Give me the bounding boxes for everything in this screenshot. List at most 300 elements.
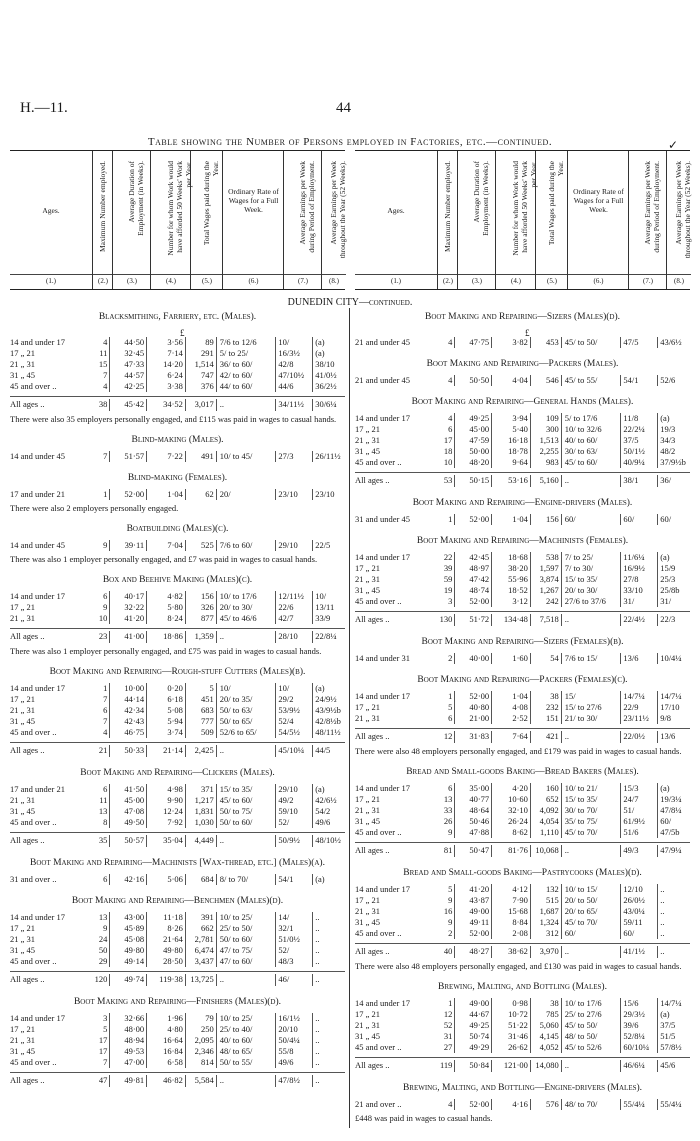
cell: 12: [436, 731, 455, 743]
cell: 10/ to 17/6: [217, 591, 277, 602]
cell: 40·80: [455, 702, 492, 713]
table-row: [355, 713, 690, 724]
cell: All ages ..: [10, 835, 45, 845]
table-row: [355, 435, 690, 446]
cell: 2: [436, 653, 455, 664]
cell: 4: [91, 727, 110, 738]
cell: 46/: [276, 974, 313, 986]
cell: 48/ to 50/: [562, 1031, 622, 1042]
cell: 21·64: [147, 934, 186, 945]
cell: 18·52: [492, 585, 531, 596]
cell: 1: [436, 514, 455, 525]
group-note: There were also 35 employers personally engaged, and £115 was paid in wages to casual hands.: [10, 414, 337, 424]
cell: 48·00: [110, 1024, 147, 1035]
cell: 47/ to 75/: [217, 945, 277, 956]
cell: 22/8¼: [315, 631, 337, 641]
cell: 10/: [276, 683, 313, 694]
cell: 60/: [660, 514, 672, 524]
cell: 312: [531, 928, 562, 939]
cell: 109: [531, 413, 562, 424]
cell: 31 „ 45: [10, 806, 36, 816]
cell: 35·04: [147, 835, 186, 847]
cell: 7/ to 30/: [562, 563, 622, 574]
cell: 7/6 to 12/6: [217, 337, 277, 348]
cell: 26/0½: [621, 895, 658, 906]
header-number: (3.): [127, 277, 137, 285]
cell: 41/1½: [621, 946, 658, 958]
cell: 16/3½: [276, 348, 313, 359]
cell: 49·25: [455, 1020, 492, 1031]
cell: 31 „ 45: [355, 1031, 381, 1041]
cell: 49/6: [276, 1057, 313, 1068]
cell: 684: [186, 874, 217, 885]
cell: 4: [436, 413, 455, 424]
cell: 2,781: [186, 934, 217, 945]
cell: 2: [436, 928, 455, 939]
cell: 17 „ 21: [10, 1024, 36, 1034]
cell: 47/5b: [660, 827, 680, 837]
cell: 46·75: [110, 727, 147, 738]
cell: 4,092: [531, 805, 562, 816]
group-title: Box and Beehive Making (Males)(c).: [102, 575, 253, 585]
cell: 17 „ 21: [10, 348, 36, 358]
cell: 13: [436, 794, 455, 805]
cell: 21 „ 31: [355, 713, 381, 723]
cell: 45/ to 70/: [562, 917, 622, 928]
header-number: (6.): [248, 277, 259, 285]
cell: 15/9: [660, 563, 676, 573]
cell: 7: [91, 370, 110, 381]
cell: 55/4¼: [660, 1099, 682, 1109]
cell: 60/: [562, 928, 622, 939]
cell: ..: [562, 731, 622, 743]
cell: 52/6 to 65/: [217, 727, 277, 738]
cell: 17/10: [660, 702, 680, 712]
cell: 89: [186, 337, 217, 348]
cell: 421: [531, 731, 562, 743]
industry-group: [355, 536, 690, 626]
table-row: [355, 424, 690, 435]
cell: 7·22: [147, 451, 186, 462]
cell: 18·68: [492, 552, 531, 563]
cell: 54/1: [621, 375, 658, 386]
table-row: [355, 1031, 690, 1042]
cell: 45 and over ..: [10, 727, 57, 737]
group-title: Boatbuilding (Males)(c).: [126, 524, 229, 534]
group-title: Bread and Small-goods Baking—Pastrycooks (Males)(d).: [403, 868, 642, 878]
cell: 10/: [276, 337, 313, 348]
cell: 55/8: [276, 1046, 313, 1057]
industry-group: [355, 498, 690, 525]
cell: 42/ to 60/: [217, 370, 277, 381]
header-number: (7.): [643, 277, 653, 285]
cell: 31 „ 45: [355, 816, 381, 826]
header-number: (8.): [674, 277, 684, 285]
table-row: [355, 574, 690, 585]
cell: 291: [186, 348, 217, 359]
table-row: [10, 381, 345, 392]
cell: 31: [436, 1031, 455, 1042]
cell: 15/: [562, 691, 622, 702]
cell: 1,359: [186, 631, 217, 643]
cell: 50: [91, 945, 110, 956]
cell: 814: [186, 1057, 217, 1068]
header-label: Number for whom Work would have afforded 50 Weeks' Work per Year.: [511, 161, 538, 256]
right-header-col-6: [567, 151, 629, 289]
industry-group: [355, 312, 690, 348]
industry-group: [10, 473, 345, 513]
cell: 26/11½: [315, 451, 341, 461]
cell: 46/6¼: [621, 1060, 658, 1072]
table-row: [10, 817, 345, 828]
table-row: [355, 794, 690, 805]
cell: 52·00: [455, 928, 492, 939]
cell: 1: [91, 683, 110, 694]
cell: 5·08: [147, 705, 186, 716]
cell: 24: [91, 934, 110, 945]
cell: 21 „ 31: [10, 934, 36, 944]
cell: 21 „ 31: [355, 574, 381, 584]
cell: 7·04: [147, 540, 186, 551]
table-row: [10, 874, 345, 885]
cell: ..: [660, 946, 665, 956]
table-row: [355, 1020, 690, 1031]
cell: 47·33: [110, 359, 147, 370]
cell: 45 and over ..: [10, 817, 57, 827]
cell: 21 „ 31: [10, 795, 36, 805]
cell: 156: [186, 591, 217, 602]
cell: 45/ to 55/: [562, 375, 622, 386]
cell: 5,160: [531, 475, 562, 487]
cell: 45·00: [455, 424, 492, 435]
cell: 15/6: [621, 998, 658, 1009]
cell: 43/9½b: [315, 705, 341, 715]
cell: 50·15: [455, 475, 492, 487]
header-label: Total Wages paid during the Year.: [202, 161, 220, 246]
cell: 41·50: [110, 784, 147, 795]
cell: 9·64: [492, 457, 531, 468]
cell: 3: [91, 1013, 110, 1024]
left-header-col-6: [222, 151, 284, 289]
cell: 21 „ 31: [10, 613, 36, 623]
industry-group: [355, 675, 690, 756]
cell: 662: [186, 923, 217, 934]
group-title: Boot Making and Repairing—Benchmen (Males)(d).: [71, 896, 284, 906]
industry-group: [10, 435, 345, 462]
cell: 45/ to 46/6: [217, 613, 277, 624]
cell: 49·81: [110, 1075, 147, 1087]
cell: 50·33: [110, 745, 147, 757]
cell: 31/: [621, 596, 658, 607]
header-number: (5.): [202, 277, 212, 285]
table-row: [355, 446, 690, 457]
cell: 34/3: [660, 435, 676, 445]
cell: (a): [660, 1009, 670, 1019]
header-label: Average Duration of Employment (in Weeks).: [472, 161, 490, 236]
table-row: [355, 1099, 690, 1110]
cell: 14,080: [531, 1060, 562, 1072]
group-title: Blind-making (Males).: [131, 435, 224, 445]
total-row: [10, 628, 345, 643]
cell: 9: [91, 540, 110, 551]
cell: 391: [186, 912, 217, 923]
table-row: [355, 514, 690, 525]
cell: 40/ to 60/: [217, 1035, 277, 1046]
table-row: [355, 585, 690, 596]
header-label: Average Earnings per Week throughout the Year (52 Weeks).: [329, 161, 347, 259]
cell: 10/ to 25/: [217, 1013, 277, 1024]
cell: 14 and under 17: [10, 1013, 66, 1023]
header-number: (8.): [329, 277, 339, 285]
header-label: Number for whom Work would have afforded 50 Weeks' Work per Year.: [166, 161, 193, 256]
cell: 3,970: [531, 946, 562, 958]
cell: 576: [531, 1099, 562, 1110]
cell: 3,017: [186, 399, 217, 411]
cell: 22: [436, 552, 455, 563]
cell: 39: [436, 563, 455, 574]
cell: 27/3: [276, 451, 313, 462]
table-row: [10, 602, 345, 613]
cell: 49·14: [110, 956, 147, 967]
table-row: [10, 1057, 345, 1068]
cell: 5·40: [492, 424, 531, 435]
group-note: There were also 48 employers personally engaged, and £130 was paid in wages to casual hands.: [355, 961, 682, 971]
total-row: [355, 943, 690, 958]
cell: 13: [91, 912, 110, 923]
cell: All ages ..: [355, 1060, 390, 1070]
cell: 18·86: [147, 631, 186, 643]
cell: 16: [436, 906, 455, 917]
cell: 11: [91, 348, 110, 359]
cell: 48/10½: [315, 835, 341, 845]
cell: 57/8½: [660, 1042, 682, 1052]
cell: 50·84: [455, 1060, 492, 1072]
cell: 52/6: [660, 375, 676, 385]
cell: 48/ to 65/: [217, 1046, 277, 1057]
cell: 13/11: [315, 602, 335, 612]
cell: 4·80: [147, 1024, 186, 1035]
cell: 31 „ 45: [355, 917, 381, 927]
cell: 48/11½: [315, 727, 341, 737]
header-number: (2.): [98, 277, 108, 285]
cell: 50/ to 60/: [217, 934, 277, 945]
table-row: [10, 348, 345, 359]
cell: 14 and under 17: [10, 591, 66, 601]
cell: 7/ to 25/: [562, 552, 622, 563]
tick-mark: ✓: [668, 138, 679, 152]
cell: 12/11½: [276, 591, 313, 602]
cell: 47/8½: [276, 1075, 313, 1087]
group-title: Boot Making and Repairing—Sizers (Males)(d).: [424, 312, 620, 322]
cell: 14 and under 17: [355, 413, 411, 423]
cell: 38·62: [492, 946, 531, 958]
cell: 5,060: [531, 1020, 562, 1031]
cell: (a): [315, 683, 325, 693]
cell: 44/6: [276, 381, 313, 392]
left-header-col-1: [10, 151, 92, 289]
header-label: Ages.: [387, 206, 405, 215]
cell: 4: [436, 337, 455, 348]
cell: 546: [531, 375, 562, 386]
cell: 33/10: [621, 585, 658, 596]
cell: 5: [186, 683, 217, 694]
cell: 2,095: [186, 1035, 217, 1046]
cell: 7·64: [492, 731, 531, 743]
cell: All ages ..: [10, 1075, 45, 1085]
cell: 10/ to 45/: [217, 451, 277, 462]
table-row: [10, 1046, 345, 1057]
industry-group: [10, 575, 345, 656]
right-header-col-3: [457, 151, 496, 289]
cell: 17: [91, 1035, 110, 1046]
cell: ..: [660, 884, 665, 894]
cell: 28·50: [147, 956, 186, 967]
cell: 47·59: [455, 435, 492, 446]
header-number: (4.): [166, 277, 176, 285]
cell: 43·00: [110, 912, 147, 923]
cell: 48/2: [660, 446, 676, 456]
cell: 30/6¼: [315, 399, 337, 409]
cell: 26·24: [492, 816, 531, 827]
cell: (a): [315, 874, 325, 884]
cell: 54/1: [276, 874, 313, 885]
cell: 19/3¼: [660, 794, 682, 804]
cell: 13,725: [186, 974, 217, 986]
cell: 7·92: [147, 817, 186, 828]
cell: 40·17: [110, 591, 147, 602]
table-row: [10, 945, 345, 956]
cell: (a): [315, 348, 325, 358]
cell: 6: [91, 591, 110, 602]
cell: 10/ to 17/6: [562, 998, 622, 1009]
industry-group: [10, 997, 345, 1087]
cell: ..: [660, 928, 665, 938]
header-number: (2.): [443, 277, 453, 285]
cell: 1,217: [186, 795, 217, 806]
cell: 9: [91, 923, 110, 934]
group-title: Boot Making and Repairing—Clickers (Males).: [80, 768, 275, 778]
cell: 51/5: [660, 1031, 676, 1041]
cell: 8/ to 70/: [217, 874, 277, 885]
cell: 21 „ 31: [355, 805, 381, 815]
left-header-col-4: [150, 151, 191, 289]
group-title: Boot Making and Repairing—Rough-stuff Cutters (Males)(b).: [49, 667, 306, 677]
cell: 451: [186, 694, 217, 705]
table-row: [355, 457, 690, 468]
cell: 515: [531, 895, 562, 906]
cell: 45/ to 70/: [562, 827, 622, 838]
cell: 52·00: [455, 691, 492, 702]
header-label: Average Earnings per Week throughout the Year (52 Weeks).: [674, 161, 692, 259]
cell: ..: [562, 475, 622, 487]
cell: 1·96: [147, 1013, 186, 1024]
cell: 40: [436, 946, 455, 958]
cell: 50/4¼: [276, 1035, 313, 1046]
cell: 29/3½: [621, 1009, 658, 1020]
cell: ..: [315, 912, 320, 922]
cell: 48·94: [110, 1035, 147, 1046]
cell: 14/7¼: [660, 691, 682, 701]
cell: 47/8¼: [660, 805, 682, 815]
cell: 45 and over ..: [10, 1057, 57, 1067]
cell: 59/10: [276, 806, 313, 817]
cell: 49/3: [621, 845, 658, 857]
cell: All ages ..: [10, 974, 45, 984]
cell: 45/ to 60/: [562, 457, 622, 468]
cell: 15·68: [492, 906, 531, 917]
cell: 23: [91, 631, 110, 643]
cell: 22/6: [276, 602, 313, 613]
cell: 10·00: [110, 683, 147, 694]
cell: 23/11½: [621, 713, 658, 724]
cell: 14 and under 17: [355, 884, 411, 894]
cell: 14/: [276, 912, 313, 923]
cell: 17 „ 21: [355, 563, 381, 573]
cell: 59/11: [621, 917, 658, 928]
cell: 3,874: [531, 574, 562, 585]
cell: 1,597: [531, 563, 562, 574]
cell: 53·16: [492, 475, 531, 487]
cell: 21·14: [147, 745, 186, 757]
cell: 134·48: [492, 614, 531, 626]
cell: 50/9½: [276, 835, 313, 847]
cell: ..: [562, 1060, 622, 1072]
cell: 1,030: [186, 817, 217, 828]
group-title: Blind-making (Females).: [127, 473, 228, 483]
cell: ..: [315, 1075, 320, 1085]
cell: 35: [91, 835, 110, 847]
cell: 242: [531, 596, 562, 607]
table-row: [10, 912, 345, 923]
cell: 41·00: [110, 631, 147, 643]
group-title: Boot Making and Repairing—Machinists [Wax-thread, etc.] (Males)(a).: [30, 858, 325, 868]
cell: 20/10: [276, 1024, 313, 1035]
left-column: [10, 310, 345, 1087]
table-row: [355, 1009, 690, 1020]
cell: 6·58: [147, 1057, 186, 1068]
right-header-col-2: [437, 151, 458, 289]
cell: 31 „ 45: [10, 945, 36, 955]
cell: 51·57: [110, 451, 147, 462]
cell: 54/5½: [276, 727, 313, 738]
left-header-col-2: [92, 151, 113, 289]
cell: 49·00: [455, 906, 492, 917]
cell: 24/9½: [315, 694, 337, 704]
cell: 47·42: [455, 574, 492, 585]
cell: 48/3: [276, 956, 313, 967]
total-row: [10, 396, 345, 411]
cell: 39·11: [110, 540, 147, 551]
cell: 1·60: [492, 653, 531, 664]
cell: 1·04: [492, 514, 531, 525]
cell: 4,052: [531, 1042, 562, 1053]
cell: 2,346: [186, 1046, 217, 1057]
cell: 2,255: [531, 446, 562, 457]
cell: 37/9½b: [660, 457, 686, 467]
total-row: [10, 1072, 345, 1087]
cell: 42/8: [276, 359, 313, 370]
cell: 3·12: [492, 596, 531, 607]
table-row: [355, 906, 690, 917]
cell: 30/ to 63/: [562, 446, 622, 457]
cell: 40/9¼: [621, 457, 658, 468]
cell: 16·18: [492, 435, 531, 446]
cell: 50/ to 55/: [217, 1057, 277, 1068]
cell: 50·57: [110, 835, 147, 847]
cell: 4,145: [531, 1031, 562, 1042]
cell: ..: [217, 631, 277, 643]
pound-sign: £: [180, 328, 185, 338]
